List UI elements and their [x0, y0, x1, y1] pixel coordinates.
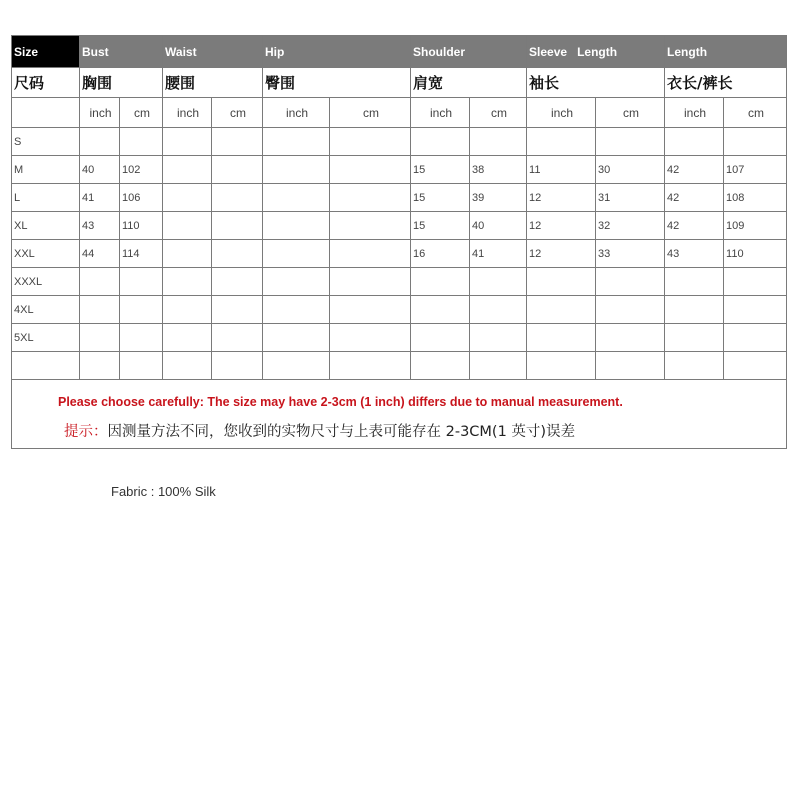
- size-cell: 4XL: [12, 296, 80, 324]
- header-shoulder: Shoulder: [411, 36, 527, 68]
- measurement-cell: [263, 268, 330, 296]
- measurement-cell: 12: [527, 184, 596, 212]
- unit-row: [12, 98, 787, 128]
- measurement-cell: [330, 268, 411, 296]
- note-row: [12, 380, 787, 449]
- measurement-cell: 15: [411, 212, 470, 240]
- measurement-cell: [527, 128, 596, 156]
- header-cn-shoulder: 肩宽: [411, 68, 527, 98]
- unit-inch: inch: [163, 98, 212, 128]
- header-hip: Hip: [263, 36, 411, 68]
- measurement-cell: [80, 268, 120, 296]
- unit-inch: inch: [411, 98, 470, 128]
- size-cell: [12, 352, 80, 380]
- header-row-en: [12, 36, 787, 68]
- unit-cm: cm: [120, 98, 163, 128]
- measurement-cell: 109: [724, 212, 787, 240]
- measurement-cell: [470, 128, 527, 156]
- measurement-cell: [470, 296, 527, 324]
- measurement-cell: [163, 156, 212, 184]
- table-row: [12, 240, 787, 268]
- unit-inch: inch: [665, 98, 724, 128]
- measurement-cell: 12: [527, 240, 596, 268]
- header-cn-length: 衣长/裤长: [665, 68, 787, 98]
- measurement-cell: [163, 128, 212, 156]
- measurement-cell: 43: [80, 212, 120, 240]
- note-chinese: [64, 420, 786, 441]
- measurement-cell: [330, 156, 411, 184]
- measurement-cell: 44: [80, 240, 120, 268]
- unit-blank: [12, 98, 80, 128]
- unit-cm: cm: [330, 98, 411, 128]
- measurement-cell: [80, 296, 120, 324]
- measurement-cell: [330, 324, 411, 352]
- measurement-cell: [263, 352, 330, 380]
- measurement-cell: [411, 324, 470, 352]
- measurement-cell: 42: [665, 156, 724, 184]
- measurement-cell: [212, 352, 263, 380]
- size-cell: XXL: [12, 240, 80, 268]
- table-row: [12, 156, 787, 184]
- measurement-cell: 15: [411, 156, 470, 184]
- measurement-cell: 41: [470, 240, 527, 268]
- measurement-cell: [212, 128, 263, 156]
- header-length: Length: [665, 36, 787, 68]
- measurement-cell: [263, 240, 330, 268]
- measurement-cell: 30: [596, 156, 665, 184]
- unit-inch: inch: [527, 98, 596, 128]
- fabric-info: Fabric : 100% Silk: [111, 484, 216, 499]
- header-sleeve-length: Sleeve Length: [527, 36, 665, 68]
- note-english: Please choose carefully: The size may have 2-3cm (1 inch) differs due to manual measurement.: [58, 394, 623, 409]
- table-row: [12, 212, 787, 240]
- unit-inch: inch: [263, 98, 330, 128]
- measurement-cell: [330, 296, 411, 324]
- measurement-cell: [163, 184, 212, 212]
- measurement-cell: 39: [470, 184, 527, 212]
- unit-cm: cm: [470, 98, 527, 128]
- header-cn-waist: 腰围: [163, 68, 263, 98]
- measurement-cell: [212, 268, 263, 296]
- measurement-cell: 106: [120, 184, 163, 212]
- measurement-cell: [120, 128, 163, 156]
- measurement-cell: 41: [80, 184, 120, 212]
- measurement-cell: 42: [665, 212, 724, 240]
- measurement-cell: [724, 268, 787, 296]
- measurement-cell: [163, 296, 212, 324]
- measurement-cell: [411, 296, 470, 324]
- table-row: [12, 268, 787, 296]
- measurement-cell: [527, 268, 596, 296]
- table-row: [12, 324, 787, 352]
- measurement-cell: [596, 324, 665, 352]
- header-waist: Waist: [163, 36, 263, 68]
- measurement-cell: [263, 184, 330, 212]
- note-chinese-label: 提示：: [64, 423, 108, 440]
- measurement-cell: 40: [470, 212, 527, 240]
- measurement-cell: [120, 352, 163, 380]
- size-cell: L: [12, 184, 80, 212]
- measurement-cell: 11: [527, 156, 596, 184]
- header-cn-bust: 胸围: [80, 68, 163, 98]
- measurement-cell: [411, 268, 470, 296]
- measurement-cell: [80, 324, 120, 352]
- measurement-cell: [724, 128, 787, 156]
- size-chart-table: [11, 35, 787, 449]
- measurement-cell: [724, 352, 787, 380]
- measurement-cell: 15: [411, 184, 470, 212]
- measurement-cell: [665, 128, 724, 156]
- measurement-cell: [263, 128, 330, 156]
- unit-inch: inch: [80, 98, 120, 128]
- measurement-cell: [724, 324, 787, 352]
- header-cn-sleeve: 袖长: [527, 68, 665, 98]
- measurement-cell: [527, 352, 596, 380]
- measurement-cell: [330, 352, 411, 380]
- measurement-cell: [411, 128, 470, 156]
- measurement-cell: 16: [411, 240, 470, 268]
- header-row-cn: [12, 68, 787, 98]
- measurement-cell: [120, 268, 163, 296]
- measurement-cell: [330, 184, 411, 212]
- measurement-cell: 43: [665, 240, 724, 268]
- measurement-cell: [212, 240, 263, 268]
- unit-cm: cm: [212, 98, 263, 128]
- measurement-cell: 42: [665, 184, 724, 212]
- measurement-cell: [263, 156, 330, 184]
- measurement-cell: [120, 296, 163, 324]
- measurement-cell: [80, 128, 120, 156]
- measurement-cell: [665, 352, 724, 380]
- measurement-cell: [80, 352, 120, 380]
- measurement-cell: 33: [596, 240, 665, 268]
- measurement-cell: [263, 324, 330, 352]
- measurement-cell: [470, 324, 527, 352]
- measurement-cell: 108: [724, 184, 787, 212]
- measurement-cell: 38: [470, 156, 527, 184]
- header-bust: Bust: [80, 36, 163, 68]
- measurement-cell: 40: [80, 156, 120, 184]
- table-row: [12, 184, 787, 212]
- header-size: Size: [12, 36, 80, 68]
- table-row: [12, 128, 787, 156]
- measurement-cell: [120, 324, 163, 352]
- measurement-cell: [212, 212, 263, 240]
- measurement-cell: 110: [120, 212, 163, 240]
- measurement-cell: 31: [596, 184, 665, 212]
- measurement-cell: [527, 324, 596, 352]
- measurement-cell: 12: [527, 212, 596, 240]
- unit-cm: cm: [724, 98, 787, 128]
- measurement-cell: [163, 212, 212, 240]
- measurement-cell: [596, 128, 665, 156]
- measurement-cell: [212, 156, 263, 184]
- measurement-cell: [470, 268, 527, 296]
- measurement-cell: [330, 128, 411, 156]
- table-row: [12, 296, 787, 324]
- size-cell: 5XL: [12, 324, 80, 352]
- size-cell: XL: [12, 212, 80, 240]
- measurement-cell: [163, 352, 212, 380]
- measurement-cell: 107: [724, 156, 787, 184]
- measurement-cell: [330, 212, 411, 240]
- measurement-cell: [596, 268, 665, 296]
- measurement-cell: [212, 184, 263, 212]
- measurement-cell: [724, 296, 787, 324]
- measurement-cell: [263, 296, 330, 324]
- note-cell: [12, 380, 787, 449]
- measurement-cell: 102: [120, 156, 163, 184]
- measurement-cell: [470, 352, 527, 380]
- measurement-cell: 114: [120, 240, 163, 268]
- size-cell: M: [12, 156, 80, 184]
- header-cn-hip: 臀围: [263, 68, 411, 98]
- size-cell: XXXL: [12, 268, 80, 296]
- measurement-cell: [665, 296, 724, 324]
- size-cell: S: [12, 128, 80, 156]
- table-row: [12, 352, 787, 380]
- measurement-cell: [212, 296, 263, 324]
- measurement-cell: [163, 268, 212, 296]
- measurement-cell: [665, 324, 724, 352]
- unit-cm: cm: [596, 98, 665, 128]
- measurement-cell: [212, 324, 263, 352]
- measurement-cell: [263, 212, 330, 240]
- measurement-cell: [330, 240, 411, 268]
- measurement-cell: [665, 268, 724, 296]
- header-cn-size: 尺码: [12, 68, 80, 98]
- measurement-cell: [163, 240, 212, 268]
- measurement-cell: [596, 352, 665, 380]
- note-chinese-text: 因测量方法不同，您收到的实物尺寸与上表可能存在 2-3CM(1 英寸)误差: [107, 423, 576, 440]
- measurement-cell: [163, 324, 212, 352]
- measurement-cell: 32: [596, 212, 665, 240]
- measurement-cell: [527, 296, 596, 324]
- measurement-cell: [596, 296, 665, 324]
- measurement-cell: [411, 352, 470, 380]
- measurement-cell: 110: [724, 240, 787, 268]
